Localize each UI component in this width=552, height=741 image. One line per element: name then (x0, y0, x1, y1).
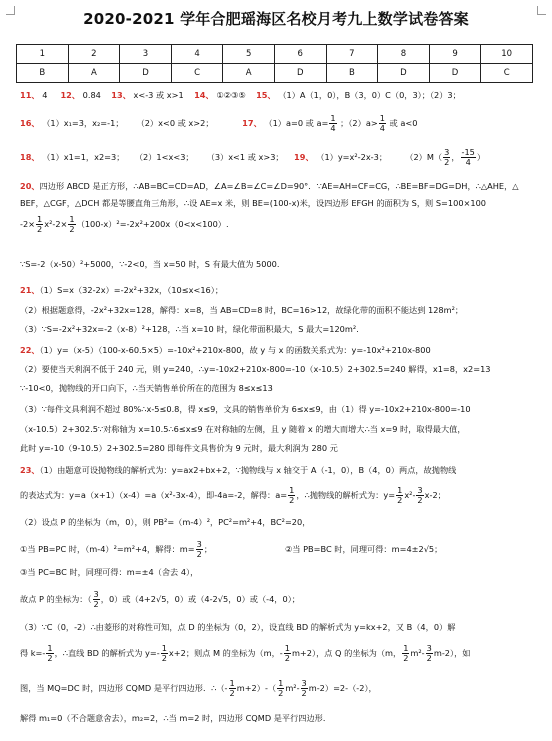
answer-line-22f: 此时 y=-10（9-10.5）2+302.5=280 即每件文具售价为 9 元时，最大利润为 280 元 (20, 443, 338, 453)
choice-answer-table (16, 44, 533, 83)
answer-text: （1）由题意可设抛物线的解析式为：y=ax2+bx+2，∵抛物线与 x 轴交于 A（-1，0），B（4，0）两点，故抛物线 (39, 465, 457, 475)
answer-line-18-19 (20, 148, 544, 167)
answer-line-16-17 (20, 114, 544, 133)
table-cell: A (223, 64, 275, 83)
answer-line-23i (20, 679, 544, 698)
fraction: $\frac{1}{2}$ (69, 214, 75, 234)
answer-line-22a (20, 345, 544, 356)
answer-text: 0.84 (82, 90, 101, 100)
fraction: $\frac{1}{2}$ (284, 643, 290, 663)
question-number: 21、 (20, 285, 40, 295)
answer-text: （2）x<0 或 x>2； (136, 118, 214, 128)
table-cell: D (429, 64, 481, 83)
fraction: $\frac{1}{2}$ (397, 485, 403, 505)
question-number: 22、 (20, 345, 40, 355)
answer-line-23e: ③当 PC=BC 时，同理可得：m=±4（舍去 4）， (20, 567, 199, 577)
fraction: $\frac{1}{2}$ (278, 678, 284, 698)
table-cell: B (17, 64, 69, 83)
answer-text: 故点 P 的坐标为：（ (20, 594, 92, 604)
question-number: 17、 (242, 118, 262, 128)
fraction: $\frac{-15}{4}$ (461, 147, 475, 167)
answer-line-20d: ∵S=-2（x-50）²+5000，∵-2<0，当 x=50 时，S 有最大值为 5000. (20, 259, 280, 269)
answer-text: （2）1<x<3； (134, 152, 194, 162)
answer-text: （1）y=（x-5）（100-x-60.5×5）=-10x²+210x-800，故 y 与 x 的函数关系式为：y=-10x²+210x-800 (39, 345, 431, 355)
fraction: $\frac{1}{2}$ (161, 643, 167, 663)
table-cell: 1 (17, 45, 69, 64)
answer-text: ②当 PB=BC 时，同理可得：m=4±2√5； (284, 544, 443, 554)
fraction: $\frac{3}{2}$ (196, 539, 202, 559)
answer-text: 图，当 MQ=DC 时，四边形 CQMD 是平行四边形．∴（- (20, 683, 228, 693)
question-number: 15、 (256, 90, 276, 100)
answer-line-23d (20, 540, 544, 559)
table-cell: C (171, 64, 223, 83)
answer-line-20c (20, 215, 544, 234)
answer-text: m+2）-（ (236, 683, 277, 693)
answer-line-22b: （2）要使当天利润不低于 240 元，则 y=240，∴y=-10x2+210x-800=-10（x-10.5）2+302.5=240 解得，x1=8，x2=13 (20, 364, 491, 374)
answer-text: （3）x<1 或 x>3； (206, 152, 284, 162)
table-cell: 5 (223, 45, 275, 64)
answer-text: 或 a<0 (389, 118, 418, 128)
answer-text: m-2），如 (433, 648, 471, 658)
fraction: $\frac{1}{4}$ (330, 113, 336, 133)
answer-line-22e: （x-10.5）2+302.5∵对称轴为 x=10.5∴6≤x≤9 在对称轴的左侧，且 y 随着 x 的增大而增大∴当 x=9 时，取得最大值， (20, 424, 466, 434)
fraction: $\frac{1}{2}$ (47, 643, 53, 663)
answer-line-22d: （3）∵每件文具利润不超过 80%∴x-5≤0.8，得 x≤9，文具的销售单价为 6≤x≤9，由（1）得 y=-10x2+210x-800=-10 (20, 404, 471, 414)
answer-text: （1）A（1，0），B（3，0）C（0，3）；（2）3； (278, 90, 461, 100)
answer-line-21c: （3）∵S=-2x²+32x=-2（x-8）²+128，∴当 x=10 时，绿化带面积最大，S 最大=120m². (20, 324, 359, 334)
answer-line-11-15 (20, 90, 544, 101)
answer-text: （1）x1=1，x2=3； (42, 152, 125, 162)
answer-text: 4 (42, 90, 48, 100)
table-cell: A (68, 64, 120, 83)
fraction: $\frac{1}{2}$ (289, 485, 295, 505)
answer-text: ； (203, 544, 213, 554)
answer-text: （2）M（ (405, 152, 443, 162)
answer-text: ①②③⑤ (216, 90, 246, 100)
answer-text: m²- (285, 683, 300, 693)
table-cell: D (120, 64, 172, 83)
answer-text: x+2；则点 M 的坐标为（m，- (168, 648, 283, 658)
answer-text: x-2； (424, 490, 446, 500)
question-number: 14、 (194, 90, 214, 100)
answer-text: （1）y=x²-2x-3； (316, 152, 388, 162)
answer-line-23j: 解得 m₁=0（不合题意舍去），m₂=2，∴当 m=2 时，四边形 CQMD 是平行四边形． (20, 713, 332, 723)
question-number: 12、 (60, 90, 81, 100)
fraction: $\frac{3}{2}$ (93, 589, 99, 609)
question-number: 16、 (20, 118, 40, 128)
answer-text: 四边形 ABCD 是正方形，∴AB=BC=CD=AD，∠A=∠B=∠C=∠D=90°．∵AE=AH=CF=CG，∴BE=BF=DG=DH，∴△AHE，△ (39, 181, 519, 191)
question-number: 13、 (111, 90, 131, 100)
question-number-row (17, 45, 533, 64)
answer-line-21a (20, 285, 544, 296)
page-title: 2020-2021 学年合肥瑶海区名校月考九上数学试卷答案 (83, 10, 469, 28)
answer-text: 的表达式为：y=a（x+1）（x-4）=a（x²-3x-4），即-4a=-2，解得：a= (20, 490, 288, 500)
answer-text: x<-3 或 x>1 (133, 90, 184, 100)
answer-text: 得 k=- (20, 648, 46, 658)
table-cell: C (481, 64, 533, 83)
question-number: 18、 (20, 152, 40, 162)
table-cell: D (274, 64, 326, 83)
answer-text: （1）a=0 或 a= (264, 118, 329, 128)
answer-line-20b: BEF，△CGF，△DCH 都是等腰直角三角形，∴设 AE=x 米，则 BE=(100-x)米，设四边形 EFGH 的面积为 S，则 S=100×100 (20, 198, 487, 208)
answer-text: （1）S=x（32-2x）=-2x²+32x，（10≤x<16）； (39, 285, 224, 295)
answer-text: ， (451, 152, 460, 162)
table-cell: 9 (429, 45, 481, 64)
table-cell: 7 (326, 45, 378, 64)
answer-line-23a (20, 465, 544, 476)
answer-text: -2× (20, 219, 36, 229)
fraction: $\frac{1}{2}$ (37, 214, 43, 234)
answer-text: ，∴抛物线的解析式为：y= (296, 490, 396, 500)
fraction: $\frac{3}{2}$ (444, 147, 450, 167)
answer-text: m²- (410, 648, 425, 658)
answer-line-21b: （2）根据题意得，-2x²+32x=128，解得：x=8，当 AB=CD=8 时，BC=16>12，故绿化带的面积不能达到 128m²； (20, 305, 464, 315)
answer-line-23g: （3）∵C（0，-2）∴由菱形的对称性可知，点 D 的坐标为（0，2），设直线 BD 的解析式为 y=kx+2，又 B（4，0）解 (20, 622, 456, 632)
answer-text: ；（2）a> (340, 118, 378, 128)
answer-line-23c: （2）设点 P 的坐标为（m，0），则 PB²=（m-4）²，PC²=m²+4，BC²=20， (20, 517, 311, 527)
answer-text: ） (476, 152, 486, 162)
table-cell: B (326, 64, 378, 83)
question-number: 19、 (294, 152, 314, 162)
fraction: $\frac{1}{4}$ (379, 113, 385, 133)
question-number: 20、 (20, 181, 40, 191)
question-number: 11、 (20, 90, 40, 100)
question-number: 23、 (20, 465, 40, 475)
fraction: $\frac{3}{2}$ (417, 485, 423, 505)
answer-line-20a (20, 181, 544, 192)
answer-text: ①当 PB=PC 时，（m-4）²=m²+4，解得：m= (20, 544, 195, 554)
answer-line-23h (20, 644, 544, 663)
table-cell: 10 (481, 45, 533, 64)
answer-text: m+2），点 Q 的坐标为（m， (291, 648, 402, 658)
table-cell: 4 (171, 45, 223, 64)
fraction: $\frac{3}{2}$ (301, 678, 307, 698)
answer-text: x²-2× (44, 219, 68, 229)
answer-text: x²- (404, 490, 416, 500)
answer-line-23b (20, 486, 544, 505)
answer-text: ，∴直线 BD 的解析式为 y=- (54, 648, 160, 658)
fraction: $\frac{1}{2}$ (229, 678, 235, 698)
table-cell: 2 (68, 45, 120, 64)
answer-row (17, 64, 533, 83)
fraction: $\frac{1}{2}$ (403, 643, 409, 663)
answer-text: ，0）或（4+2√5，0）或（4-2√5，0）或（-4，0）； (100, 594, 300, 604)
answer-line-22c: ∵-10<0，抛物线的开口向下，∴当天销售单价所在的范围为 8≤x≤13 (20, 383, 273, 393)
answer-text: （1）x₁=3，x₂=-1； (42, 118, 124, 128)
answer-text: m-2）=2-（-2）， (308, 683, 377, 693)
table-cell: D (378, 64, 430, 83)
answer-line-23f (20, 590, 544, 609)
answer-text: （100-x）²=-2x²+200x（0<x<100）. (76, 219, 229, 229)
table-cell: 6 (274, 45, 326, 64)
fraction: $\frac{3}{2}$ (426, 643, 432, 663)
table-cell: 8 (378, 45, 430, 64)
table-cell: 3 (120, 45, 172, 64)
